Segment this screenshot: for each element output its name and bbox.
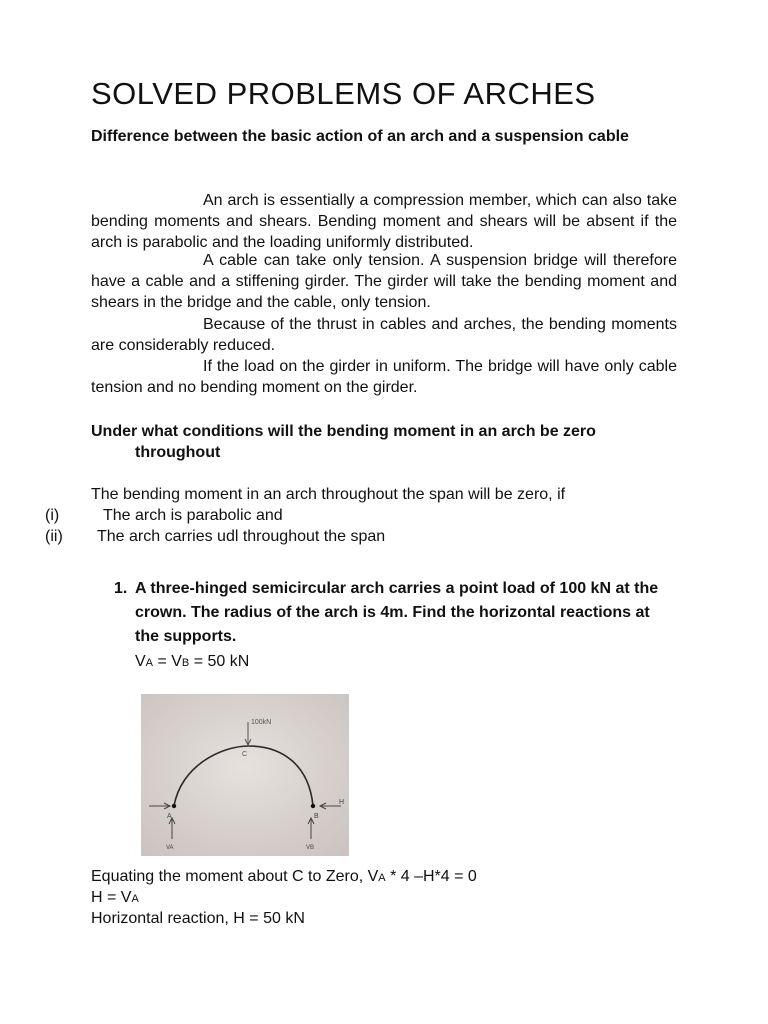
paragraph-cable: A cable can take only tension. A suspension bridge will therefore have a cable and a stiffening girder. The girder will take the bending moment and shears in the bridge and the cable, only tension. bbox=[91, 252, 677, 311]
arch-sketch bbox=[141, 694, 349, 856]
moment-equation-rest: * 4 –H*4 = 0 bbox=[385, 868, 477, 885]
support-a-hinge bbox=[172, 804, 176, 808]
arch-sketch-photo bbox=[141, 694, 349, 856]
section1-heading: Difference between the basic action of an arch and a suspension cable bbox=[91, 128, 629, 145]
section2-intro: The bending moment in an arch throughout the span will be zero, if bbox=[91, 486, 566, 503]
paragraph-arch: An arch is essentially a compression member, which can also take bending moments and shears. Bending moment and shears will be absent if the arch is parabolic and the loading uniformly distributed. bbox=[91, 192, 677, 251]
problem-1 bbox=[114, 577, 674, 649]
right-horizontal-label: H bbox=[339, 799, 345, 806]
paragraph-thrust: Because of the thrust in cables and arches, the bending moments are considerably reduced. bbox=[91, 316, 677, 354]
paragraph-girder: If the load on the girder in uniform. The bridge will have only cable tension and no bending moment on the girder. bbox=[91, 358, 677, 396]
section2-heading bbox=[91, 421, 677, 463]
reaction-va-subscript: A bbox=[145, 657, 154, 669]
problem-number: 1. bbox=[114, 580, 128, 597]
right-vertical-label: VB bbox=[306, 845, 315, 851]
load-label: 100kN bbox=[251, 719, 272, 726]
h-equals-subscript: A bbox=[131, 893, 139, 905]
h-equals-va bbox=[91, 887, 139, 910]
support-b-label: B bbox=[314, 813, 319, 820]
moment-equation-text: Equating the moment about C to Zero, V bbox=[91, 868, 379, 885]
left-vertical-label: VA bbox=[166, 845, 174, 851]
list-item-parabolic: The arch is parabolic and bbox=[103, 507, 283, 524]
crown-label: C bbox=[242, 751, 248, 758]
page-title: SOLVED PROBLEMS OF ARCHES bbox=[91, 76, 596, 111]
support-a-label: A bbox=[167, 813, 172, 820]
list-marker-ii: (ii) bbox=[45, 528, 63, 545]
list-item-udl: The arch carries udl throughout the span bbox=[97, 528, 386, 545]
moment-equation bbox=[91, 866, 477, 889]
support-b-hinge bbox=[311, 804, 315, 808]
problem-statement: A three-hinged semicircular arch carries a point load of 100 kN at the crown. The radius of the arch is 4m. Find the horizontal reactions at the supports. bbox=[135, 580, 659, 645]
h-equals-text: H = V bbox=[91, 889, 132, 906]
section2-heading-line1: Under what conditions will the bending moment in an arch be zero bbox=[91, 423, 596, 440]
reaction-value: = 50 kN bbox=[189, 653, 250, 670]
reaction-vb-subscript: B bbox=[181, 657, 190, 669]
reaction-vb-symbol: = V bbox=[153, 653, 182, 670]
reaction-va-symbol: V bbox=[135, 653, 146, 670]
moment-equation-subscript: A bbox=[378, 872, 386, 884]
horizontal-reaction-result: Horizontal reaction, H = 50 kN bbox=[91, 910, 305, 927]
section2-heading-line2: throughout bbox=[135, 444, 221, 461]
list-marker-i: (i) bbox=[45, 507, 60, 524]
vertical-reactions bbox=[135, 651, 249, 674]
